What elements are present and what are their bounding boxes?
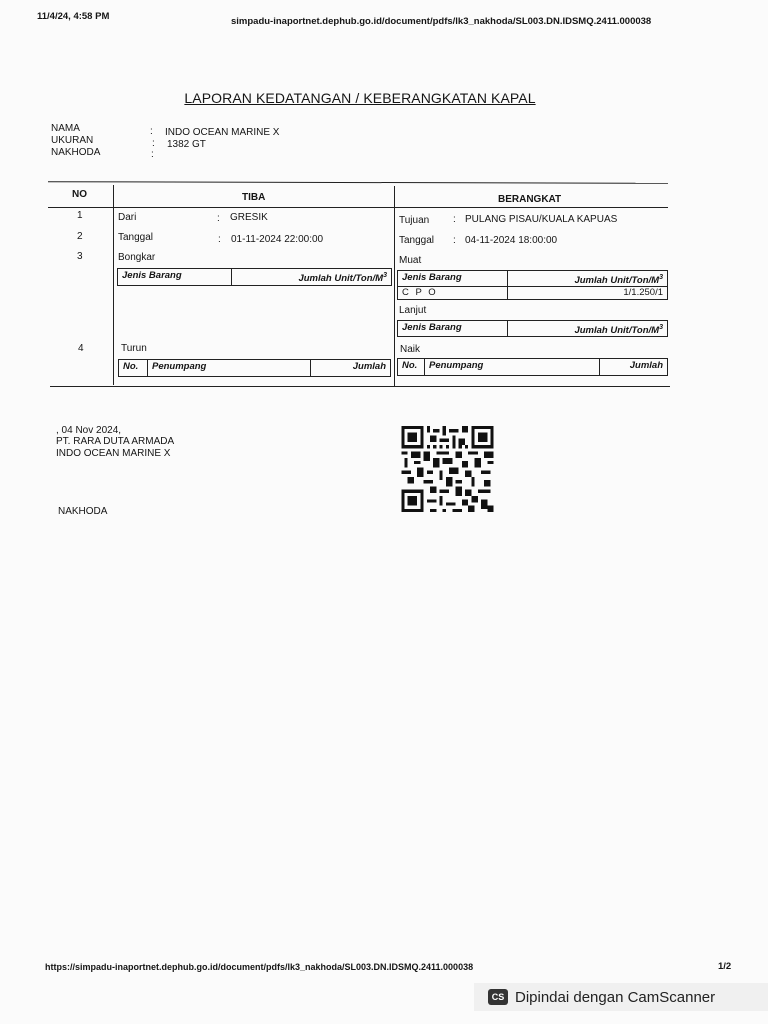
naik-jumlah: Jumlah — [629, 360, 663, 371]
turun-label: Turun — [121, 343, 147, 354]
signature-company: PT. RARA DUTA ARMADA — [56, 436, 175, 447]
header-no: NO — [72, 189, 87, 200]
footer-url: https://simpadu-inaportnet.dephub.go.id/document/pdfs/lk3_nakhoda/SL003.DN.IDSMQ.2411.000038 — [45, 962, 474, 972]
ukuran-value: 1382 GT — [167, 139, 206, 150]
nama-label: NAMA — [51, 123, 80, 134]
dari-value: GRESIK — [230, 212, 268, 223]
naik-penumpang: Penumpang — [429, 360, 484, 371]
row-number-2: 2 — [77, 231, 83, 242]
footer-page-number: 1/2 — [718, 961, 732, 972]
camscanner-watermark — [474, 983, 768, 1011]
document-title: LAPORAN KEDATANGAN / KEBERANGKATAN KAPAL — [184, 90, 536, 106]
table-col-divider-2 — [394, 186, 395, 386]
naik-passenger-header — [397, 358, 668, 376]
tiba-tanggal-label: Tanggal — [118, 232, 154, 243]
lanjut-goods-header — [397, 320, 668, 337]
nama-value: INDO OCEAN MARINE X — [165, 127, 280, 138]
tiba-tanggal-colon: : — [218, 234, 221, 245]
cargo-qty: 1/1.250/1 — [623, 287, 663, 298]
camscanner-icon: CS — [488, 989, 508, 1005]
dari-label: Dari — [118, 212, 137, 223]
ukuran-colon: : — [152, 138, 155, 149]
turun-passenger-header — [118, 359, 391, 377]
camscanner-text: Dipindai dengan CamScanner — [515, 988, 716, 1006]
berangkat-tanggal-label: Tanggal — [399, 235, 435, 246]
row-number-3: 3 — [77, 251, 83, 262]
muat-label: Muat — [399, 255, 422, 266]
naik-no: No. — [402, 360, 418, 371]
dari-colon: : — [217, 213, 220, 224]
turun-no: No. — [123, 361, 139, 372]
turun-penumpang: Penumpang — [152, 361, 207, 372]
print-url: simpadu-inaportnet.dephub.go.id/document/pdfs/lk3_nakhoda/SL003.DN.IDSMQ.2411.000038 — [231, 16, 652, 27]
cargo-name: C P O — [402, 287, 438, 298]
berangkat-tanggal-colon: : — [453, 235, 456, 246]
naik-label: Naik — [400, 344, 421, 355]
lanjut-label: Lanjut — [399, 305, 427, 316]
muat-jumlah-unit: Jumlah Unit/$Ton/M^3$ — [574, 274, 663, 287]
nakhoda-label: NAKHODA — [51, 147, 101, 158]
row-number-4: 4 — [78, 343, 84, 354]
signature-ship: INDO OCEAN MARINE X — [56, 448, 171, 459]
berangkat-tanggal-value: 04-11-2024 18:00:00 — [465, 235, 558, 246]
header-berangkat: BERANGKAT — [498, 194, 562, 205]
row-number-1: 1 — [77, 210, 83, 221]
bongkar-label: Bongkar — [118, 252, 156, 263]
table-header-border — [48, 207, 668, 208]
ukuran-label: UKURAN — [51, 135, 94, 146]
nama-colon: : — [150, 126, 153, 137]
muat-cargo-row — [397, 287, 668, 300]
tujuan-colon: : — [453, 214, 456, 225]
tujuan-value: PULANG PISAU/KUALA KAPUAS — [465, 214, 618, 225]
table-col-divider-1 — [113, 185, 114, 385]
table-top-border — [48, 181, 668, 184]
print-datetime: 11/4/24, 4:58 PM — [37, 11, 110, 22]
qr-code — [401, 426, 494, 512]
bongkar-jumlah-unit: Jumlah Unit/$Ton/M^3$ — [298, 272, 387, 285]
nakhoda-colon: : — [151, 149, 154, 160]
header-tiba: TIBA — [242, 192, 266, 203]
signature-role: NAKHODA — [58, 506, 108, 517]
bongkar-jenis-barang: Jenis Barang — [122, 270, 182, 281]
turun-jumlah: Jumlah — [352, 361, 386, 372]
bongkar-goods-header — [117, 268, 392, 286]
tiba-tanggal-value: 01-11-2024 22:00:00 — [231, 234, 324, 245]
table-bottom-border — [50, 386, 670, 387]
muat-goods-header — [397, 270, 668, 287]
muat-jenis-barang: Jenis Barang — [402, 272, 462, 283]
lanjut-jenis-barang: Jenis Barang — [402, 322, 462, 333]
tujuan-label: Tujuan — [399, 215, 430, 226]
signature-date: , 04 Nov 2024, — [56, 425, 122, 436]
lanjut-jumlah-unit: Jumlah Unit/$Ton/M^3$ — [574, 324, 663, 337]
